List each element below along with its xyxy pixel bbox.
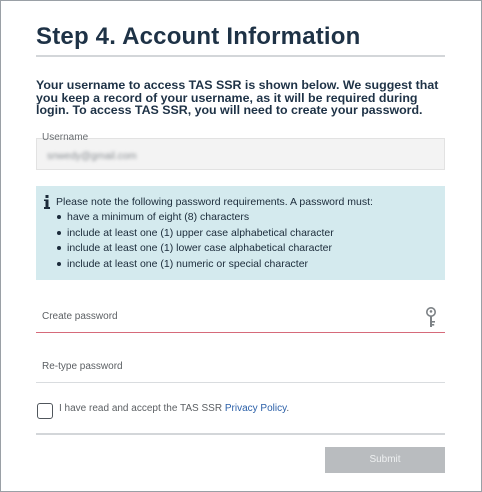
form-divider [36,433,445,435]
accept-privacy-label [59,403,289,414]
page-title: Step 4. Account Information [36,23,361,50]
requirement-item: include at least one (1) upper case alphabetical character [57,227,334,243]
notice-heading: Please note the following password requirements. A password must: [56,196,373,208]
requirement-item: include at least one (1) lower case alphabetical character [57,242,334,258]
username-value: snwedy@gmail.com [47,151,137,162]
retype-password-input[interactable]: Re-type password [42,361,123,372]
requirement-item: include at least one (1) numeric or special character [57,258,334,274]
key-icon[interactable] [424,307,438,329]
accept-suffix: . [286,403,290,414]
accept-privacy-checkbox[interactable] [37,403,53,419]
username-label: Username [42,132,89,143]
requirement-item: have a minimum of eight (8) characters [57,211,334,227]
accept-text: I have read and accept the TAS SSR [59,403,225,414]
requirements-list [57,211,334,273]
info-icon [44,195,50,209]
create-password-underline [36,332,445,333]
create-password-input[interactable]: Create password [42,311,118,322]
submit-button[interactable]: Submit [325,447,445,473]
title-divider [36,55,445,57]
retype-password-underline [36,382,445,383]
privacy-policy-link[interactable]: Privacy Policy [224,403,287,414]
intro-text: Your username to access TAS SSR is shown below. We suggest that you keep a record of your username, as it will be required during login. To access TAS SSR, you will need to create your password. [36,78,439,117]
